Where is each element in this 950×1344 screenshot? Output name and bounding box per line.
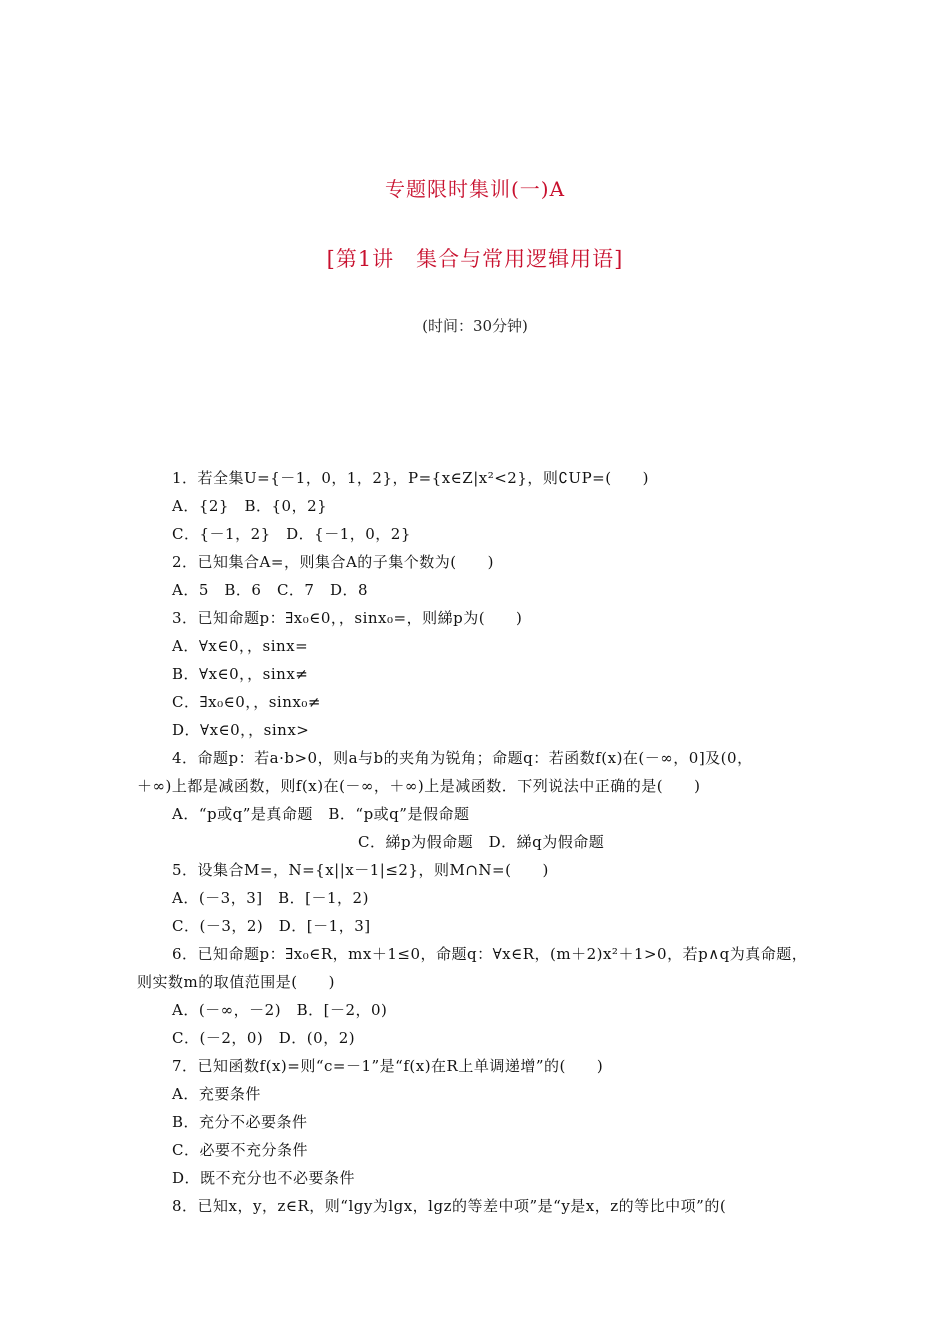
question-7-option-a: A．充要条件	[172, 1085, 261, 1103]
question-3-stem: 3．已知命题p：∃x₀∈0，，sinx₀=，则綈p为( )	[172, 609, 523, 627]
question-3-option-d: D．∀x∈0，，sinx>	[172, 721, 310, 739]
question-1-options-ab: A．{2} B．{0，2}	[172, 497, 328, 515]
question-7-option-b: B．充分不必要条件	[172, 1113, 308, 1131]
lesson-subtitle: [第1讲 集合与常用逻辑用语]	[326, 247, 624, 271]
question-6-options-ab: A．(－∞，－2) B．[－2，0)	[172, 1001, 388, 1019]
question-3-option-a: A．∀x∈0，，sinx=	[172, 637, 309, 655]
question-7-stem: 7．已知函数f(x)=则“c=－1”是“f(x)在R上单调递增”的( )	[172, 1057, 604, 1075]
question-7-option-d: D．既不充分也不必要条件	[172, 1169, 356, 1187]
question-3-option-b: B．∀x∈0，，sinx≠	[172, 665, 309, 683]
question-2-options: A．5 B．6 C．7 D．8	[172, 581, 369, 599]
question-3-option-c: C．∃x₀∈0，，sinx₀≠	[172, 693, 321, 711]
question-5-options-ab: A．(－3，3] B．[－1，2)	[172, 889, 369, 907]
question-4-stem-continued: ＋∞)上都是减函数，则f(x)在(－∞，＋∞)上是减函数．下列说法中正确的是( )	[137, 777, 701, 795]
question-6-options-cd: C．(－2，0) D．(0，2)	[172, 1029, 356, 1047]
question-2-stem: 2．已知集合A=，则集合A的子集个数为( )	[172, 553, 494, 571]
question-1-stem: 1．若全集U={－1，0，1，2}，P={x∈Z|x²<2}，则∁UP=( )	[172, 469, 649, 487]
question-1-options-cd: C．{－1，2} D．{－1，0，2}	[172, 525, 411, 543]
page-title: 专题限时集训(一)A	[384, 177, 566, 201]
question-5-options-cd: C．(－3，2) D．[－1，3]	[172, 917, 371, 935]
question-6-stem: 6．已知命题p：∃x₀∈R，mx＋1≤0，命题q：∀x∈R，(m＋2)x²＋1>0，若p∧q为真命题，	[172, 945, 808, 963]
time-limit-note: (时间：30分钟)	[422, 317, 528, 335]
question-4-stem: 4．命题p：若a·b>0，则a与b的夹角为锐角；命题q：若函数f(x)在(－∞，0]及(0，	[172, 749, 753, 767]
question-7-option-c: C．必要不充分条件	[172, 1141, 308, 1159]
question-4-options-ab: A．“p或q”是真命题 B．“p或q”是假命题	[172, 805, 470, 823]
question-4-options-cd: C．綈p为假命题 D．綈q为假命题	[358, 833, 605, 851]
question-6-stem-continued: 则实数m的取值范围是( )	[137, 973, 335, 991]
question-5-stem: 5．设集合M=，N={x||x－1|≤2}，则M∩N=( )	[172, 861, 549, 879]
question-8-stem: 8．已知x，y，z∈R，则“lgy为lgx，lgz的等差中项”是“y是x，z的等比中项”的(	[172, 1197, 727, 1215]
